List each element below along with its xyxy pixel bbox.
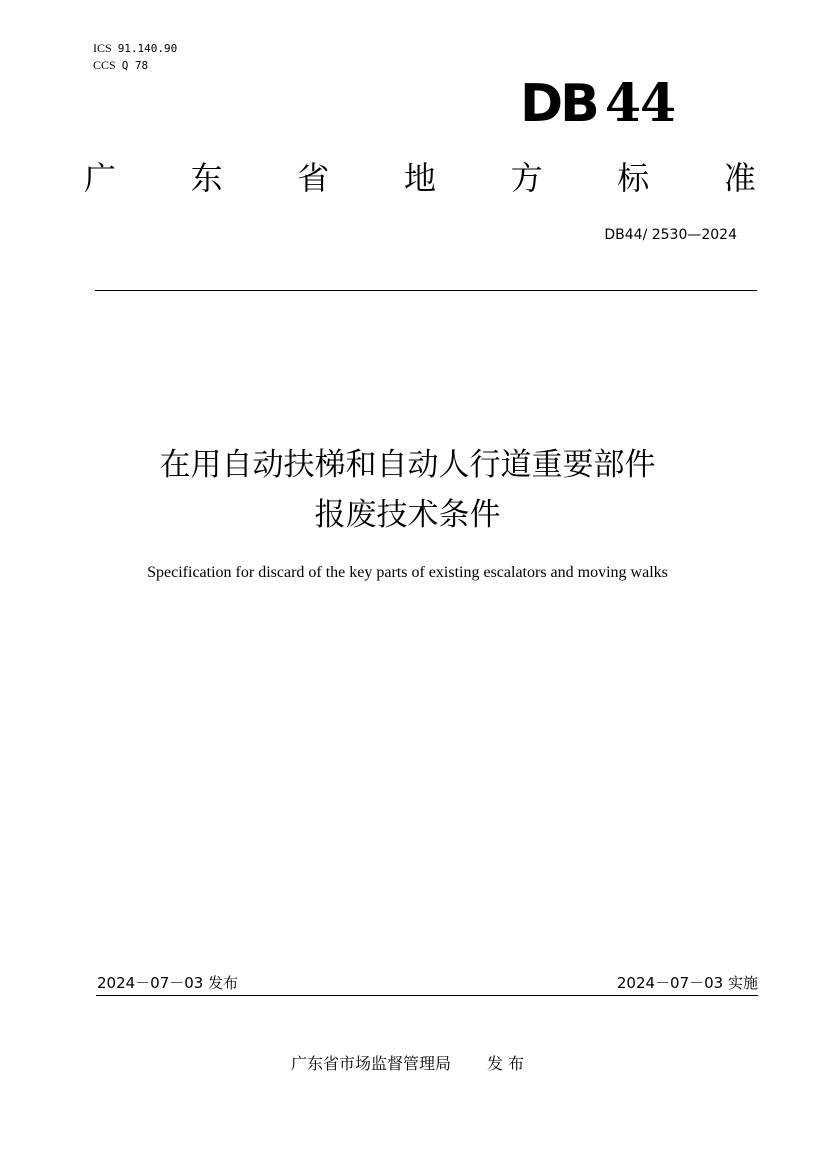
publisher <box>0 1053 815 1075</box>
classification-codes <box>93 40 177 74</box>
standard-type-char: 省 <box>297 159 330 197</box>
publisher-name: 广东省市场监督管理局 <box>290 1054 451 1073</box>
standard-code: DB44/ 2530—2024 <box>604 227 737 243</box>
db-logo <box>520 74 675 134</box>
ics-value: 91.140.90 <box>117 42 178 55</box>
db-logo-number: 44 <box>604 73 676 134</box>
standard-type-char: 地 <box>403 159 436 197</box>
document-title-line1: 在用自动扶梯和自动人行道重要部件 <box>159 447 656 483</box>
english-title: Specification for discard of the key parts of existing escalators and moving walks <box>147 564 668 581</box>
top-divider <box>95 290 757 291</box>
implement-date: 2024－07－03 实施 <box>616 974 758 992</box>
ics-label: ICS <box>93 41 112 55</box>
standard-type-char: 准 <box>723 159 756 197</box>
standard-type-char: 方 <box>510 159 543 197</box>
ics-line <box>93 40 177 57</box>
publish-date: 2024－07－03 发布 <box>97 974 239 992</box>
standard-type-char: 东 <box>190 159 223 197</box>
db-logo-letters: DB <box>520 74 597 134</box>
standard-type-char: 广 <box>83 159 116 197</box>
ccs-label: CCS <box>93 58 116 72</box>
bottom-divider <box>96 995 758 996</box>
publisher-action: 发 布 <box>486 1054 525 1073</box>
standard-type-heading <box>80 156 760 200</box>
document-title-line2: 报废技术条件 <box>314 497 501 533</box>
ccs-line <box>93 57 177 74</box>
ccs-value: Q 78 <box>121 59 149 72</box>
standard-type-char: 标 <box>617 159 650 197</box>
